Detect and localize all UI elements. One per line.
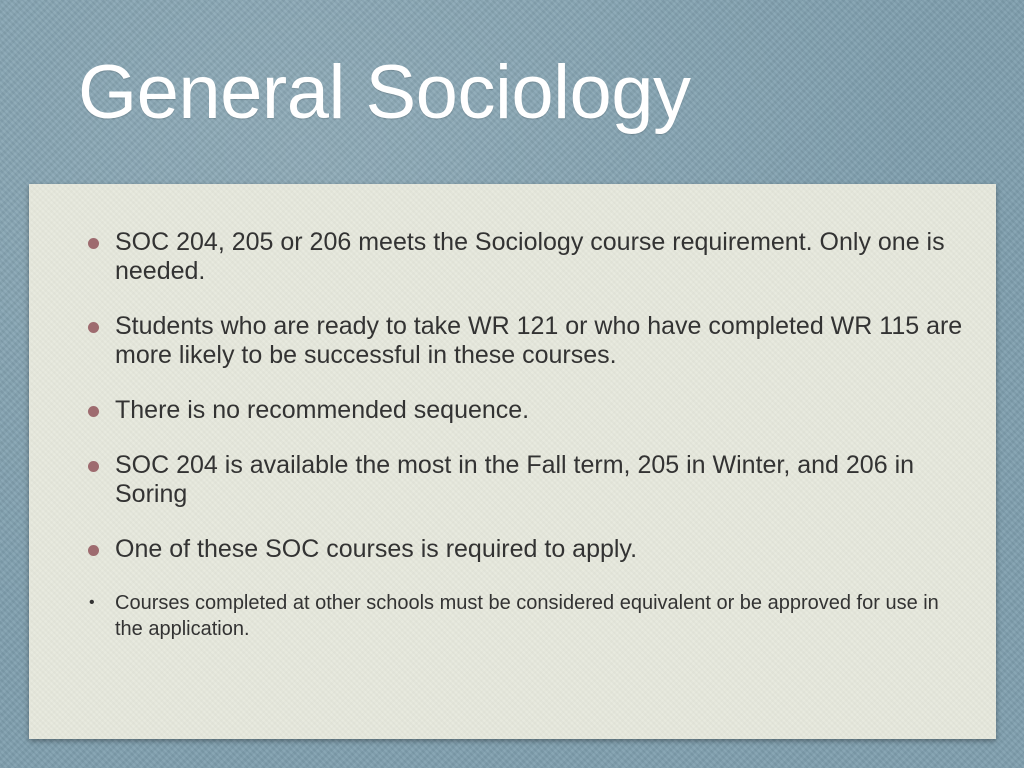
- bullet-text: Students who are ready to take WR 121 or who have completed WR 115 are more likely to be successful in these courses.: [115, 312, 963, 369]
- content-card: [29, 184, 996, 739]
- bullet-item: [85, 535, 965, 564]
- bullet-item: [85, 451, 965, 509]
- bullet-item: [85, 396, 965, 425]
- bullet-dot-icon: [88, 406, 99, 417]
- bullet-text: SOC 204, 205 or 206 meets the Sociology course requirement. Only one is needed.: [115, 228, 945, 285]
- bullet-dot-icon: [88, 322, 99, 333]
- sub-bullet-item: [85, 590, 965, 642]
- bullet-item: [85, 228, 965, 286]
- bullet-dot-icon: [88, 238, 99, 249]
- bullet-item: [85, 312, 965, 370]
- bullet-text: SOC 204 is available the most in the Fall term, 205 in Winter, and 206 in Soring: [115, 451, 915, 508]
- bullet-dot-icon: [88, 545, 99, 556]
- bullet-dot-icon: [88, 461, 99, 472]
- sub-bullet-text: Courses completed at other schools must be considered equivalent or be approved for use in the application.: [115, 592, 939, 640]
- small-bullet-icon: •: [89, 594, 95, 611]
- bullet-text: There is no recommended sequence.: [115, 396, 530, 424]
- slide-title: General Sociology: [78, 50, 691, 135]
- bullet-text: One of these SOC courses is required to apply.: [115, 535, 638, 563]
